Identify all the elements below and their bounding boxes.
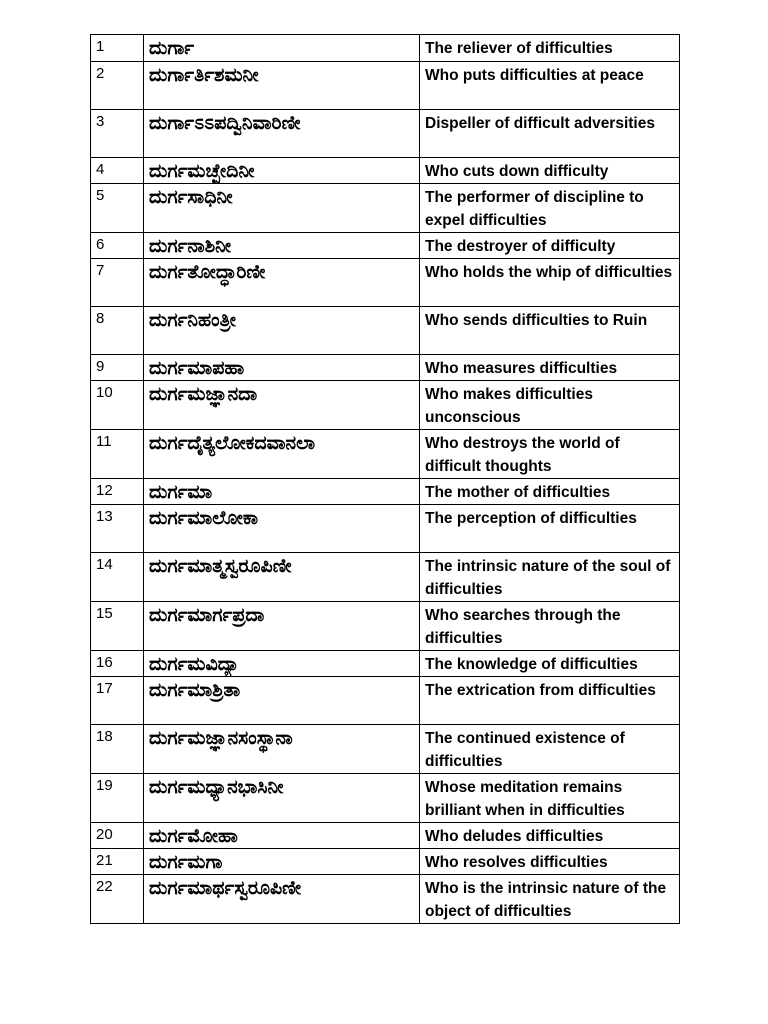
kannada-name: ದುರ್ಗಮಜ್ಞಾನದಾ xyxy=(144,381,420,430)
english-meaning: The destroyer of difficulty xyxy=(420,233,680,259)
english-meaning: Whose meditation remains brilliant when in difficulties xyxy=(420,774,680,823)
kannada-name: ದುರ್ಗಾಽಽಪದ್ವಿನಿವಾರಿಣೀ xyxy=(144,110,420,158)
table-row xyxy=(91,110,680,158)
table-row xyxy=(91,823,680,849)
english-meaning: The perception of difficulties xyxy=(420,505,680,553)
kannada-name: ದುರ್ಗತೋದ್ಧಾರಿಣೀ xyxy=(144,259,420,307)
kannada-name: ದುರ್ಗಮಾರ್ಗಪ್ರದಾ xyxy=(144,602,420,651)
table-row xyxy=(91,184,680,233)
table-row xyxy=(91,381,680,430)
kannada-name: ದುರ್ಗಮಾತ್ಮಸ್ವರೂಪಿಣೀ xyxy=(144,553,420,602)
english-meaning: Who measures difficulties xyxy=(420,355,680,381)
row-number: 16 xyxy=(91,651,144,677)
table-row xyxy=(91,602,680,651)
row-number: 15 xyxy=(91,602,144,651)
english-meaning: The performer of discipline to expel difficulties xyxy=(420,184,680,233)
row-number: 8 xyxy=(91,307,144,355)
row-number: 9 xyxy=(91,355,144,381)
row-number: 10 xyxy=(91,381,144,430)
english-meaning: The intrinsic nature of the soul of difficulties xyxy=(420,553,680,602)
kannada-name: ದುರ್ಗಮಾಪಹಾ xyxy=(144,355,420,381)
english-meaning: Who searches through the difficulties xyxy=(420,602,680,651)
kannada-name: ದುರ್ಗಮಾರ್ಥಸ್ವರೂಪಿಣೀ xyxy=(144,875,420,924)
table-row xyxy=(91,430,680,479)
row-number: 2 xyxy=(91,62,144,110)
english-meaning: Who cuts down difficulty xyxy=(420,158,680,184)
table-body xyxy=(91,35,680,924)
row-number: 7 xyxy=(91,259,144,307)
table-row xyxy=(91,233,680,259)
row-number: 20 xyxy=(91,823,144,849)
kannada-name: ದುರ್ಗಮಾಲೋಕಾ xyxy=(144,505,420,553)
row-number: 5 xyxy=(91,184,144,233)
row-number: 6 xyxy=(91,233,144,259)
english-meaning: Who is the intrinsic nature of the object of difficulties xyxy=(420,875,680,924)
kannada-name: ದುರ್ಗಾರ್ತಿಶಮನೀ xyxy=(144,62,420,110)
table-row xyxy=(91,553,680,602)
row-number: 22 xyxy=(91,875,144,924)
kannada-name: ದುರ್ಗಮಾಶ್ರಿತಾ xyxy=(144,677,420,725)
english-meaning: Who makes difficulties unconscious xyxy=(420,381,680,430)
table-row xyxy=(91,479,680,505)
english-meaning: The continued existence of difficulties xyxy=(420,725,680,774)
table-row xyxy=(91,307,680,355)
kannada-name: ದುರ್ಗಮವಿದ್ಯಾ xyxy=(144,651,420,677)
table-row xyxy=(91,158,680,184)
table-row xyxy=(91,875,680,924)
kannada-name: ದುರ್ಗಾ xyxy=(144,35,420,62)
row-number: 18 xyxy=(91,725,144,774)
row-number: 13 xyxy=(91,505,144,553)
kannada-name: ದುರ್ಗಮಾ xyxy=(144,479,420,505)
english-meaning: Who holds the whip of difficulties xyxy=(420,259,680,307)
english-meaning: Who puts difficulties at peace xyxy=(420,62,680,110)
row-number: 21 xyxy=(91,849,144,875)
kannada-name: ದುರ್ಗನಿಹಂತ್ರೀ xyxy=(144,307,420,355)
table-row xyxy=(91,849,680,875)
english-meaning: Who sends difficulties to Ruin xyxy=(420,307,680,355)
table-row xyxy=(91,355,680,381)
english-meaning: Who deludes difficulties xyxy=(420,823,680,849)
row-number: 19 xyxy=(91,774,144,823)
english-meaning: Who resolves difficulties xyxy=(420,849,680,875)
row-number: 1 xyxy=(91,35,144,62)
row-number: 14 xyxy=(91,553,144,602)
names-table xyxy=(90,34,680,924)
row-number: 17 xyxy=(91,677,144,725)
table-row xyxy=(91,259,680,307)
table-row xyxy=(91,725,680,774)
english-meaning: Who destroys the world of difficult thoughts xyxy=(420,430,680,479)
row-number: 4 xyxy=(91,158,144,184)
kannada-name: ದುರ್ಗನಾಶಿನೀ xyxy=(144,233,420,259)
table-row xyxy=(91,35,680,62)
english-meaning: The mother of difficulties xyxy=(420,479,680,505)
table-row xyxy=(91,62,680,110)
kannada-name: ದುರ್ಗಮಗಾ xyxy=(144,849,420,875)
english-meaning: Dispeller of difficult adversities xyxy=(420,110,680,158)
english-meaning: The reliever of difficulties xyxy=(420,35,680,62)
kannada-name: ದುರ್ಗಮಜ್ಞಾನಸಂಸ್ಥಾನಾ xyxy=(144,725,420,774)
table-row xyxy=(91,505,680,553)
row-number: 3 xyxy=(91,110,144,158)
table-row xyxy=(91,677,680,725)
kannada-name: ದುರ್ಗಮಚ್ಛೇದಿನೀ xyxy=(144,158,420,184)
table-row xyxy=(91,651,680,677)
kannada-name: ದುರ್ಗಸಾಧಿನೀ xyxy=(144,184,420,233)
english-meaning: The extrication from difficulties xyxy=(420,677,680,725)
kannada-name: ದುರ್ಗಮೋಹಾ xyxy=(144,823,420,849)
table-row xyxy=(91,774,680,823)
english-meaning: The knowledge of difficulties xyxy=(420,651,680,677)
kannada-name: ದುರ್ಗಮಧ್ಯಾನಭಾಸಿನೀ xyxy=(144,774,420,823)
row-number: 11 xyxy=(91,430,144,479)
row-number: 12 xyxy=(91,479,144,505)
kannada-name: ದುರ್ಗದೈತ್ಯಲೋಕದವಾನಲಾ xyxy=(144,430,420,479)
